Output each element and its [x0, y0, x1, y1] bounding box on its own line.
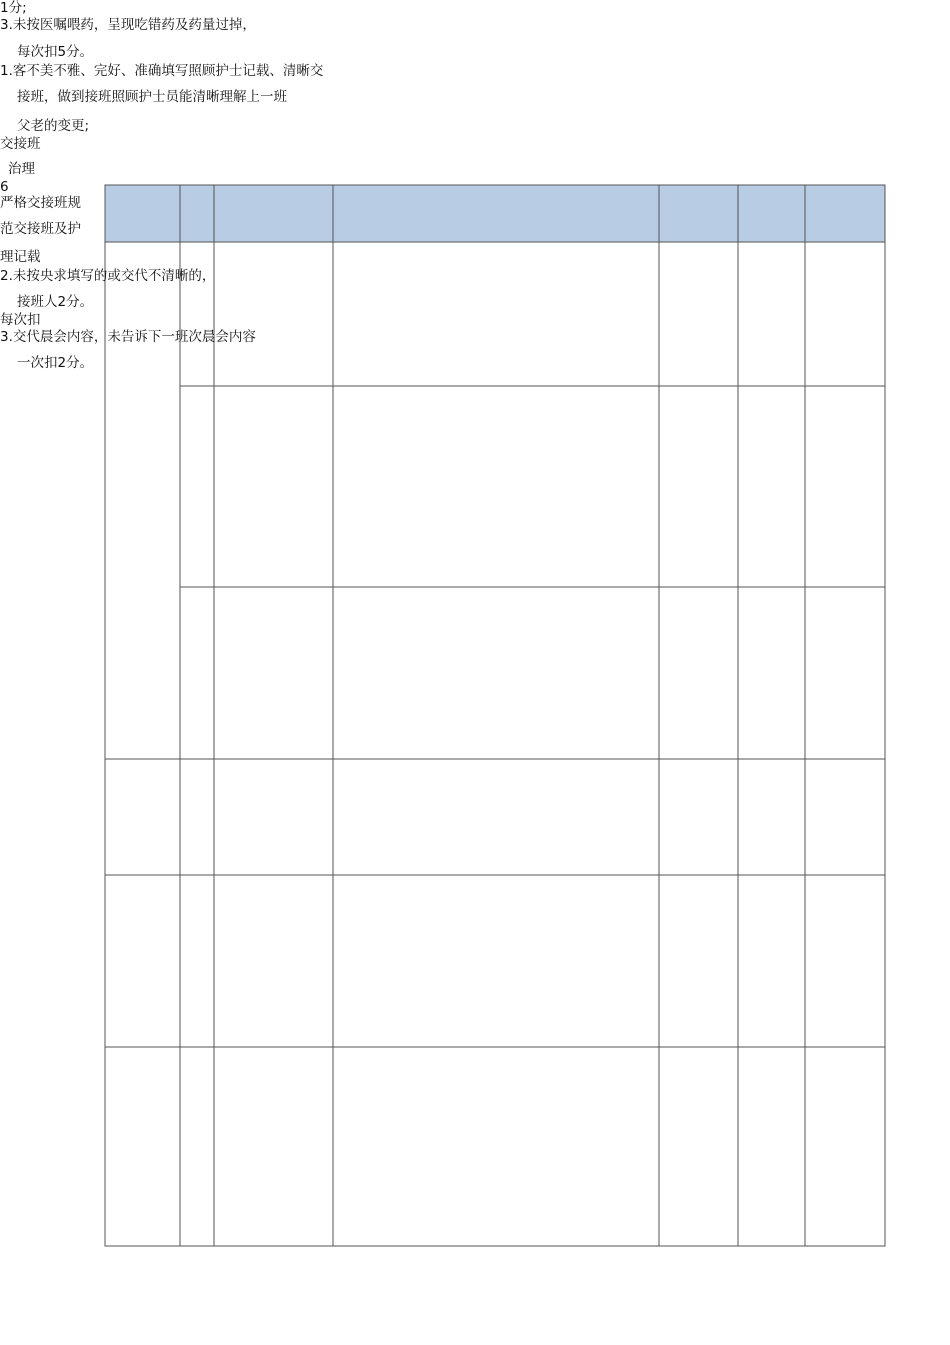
- text-line-17: 一次扣2分。: [17, 355, 94, 371]
- text-line-9: 6: [0, 179, 9, 195]
- text-line-16: 3.交代晨会内容，未告诉下一班次晨会内容: [0, 329, 256, 345]
- text-line-14: 接班人2分。: [17, 294, 94, 310]
- text-line-1: 1分;: [0, 0, 27, 16]
- text-line-8: 治理: [8, 161, 35, 177]
- text-line-3: 每次扣5分。: [17, 44, 94, 60]
- table-header-band: [105, 185, 885, 242]
- text-line-6: 父老的变更;: [17, 118, 90, 134]
- text-line-4: 1.客不美不雅、完好、准确填写照顾护士记载、清晰交: [0, 63, 324, 79]
- text-line-11: 范交接班及护: [0, 221, 81, 237]
- text-line-13: 2.未按央求填写的或交代不清晰的，: [0, 268, 216, 284]
- text-line-10: 严格交接班规: [0, 195, 81, 211]
- text-line-5: 接班，做到接班照顾护士员能清晰理解上一班: [17, 89, 287, 105]
- text-line-12: 理记载: [0, 249, 41, 265]
- text-line-7: 交接班: [0, 136, 41, 152]
- text-line-15: 每次扣: [0, 312, 41, 328]
- text-line-2: 3.未按医嘱喂药，呈现吃错药及药量过掉，: [0, 17, 256, 33]
